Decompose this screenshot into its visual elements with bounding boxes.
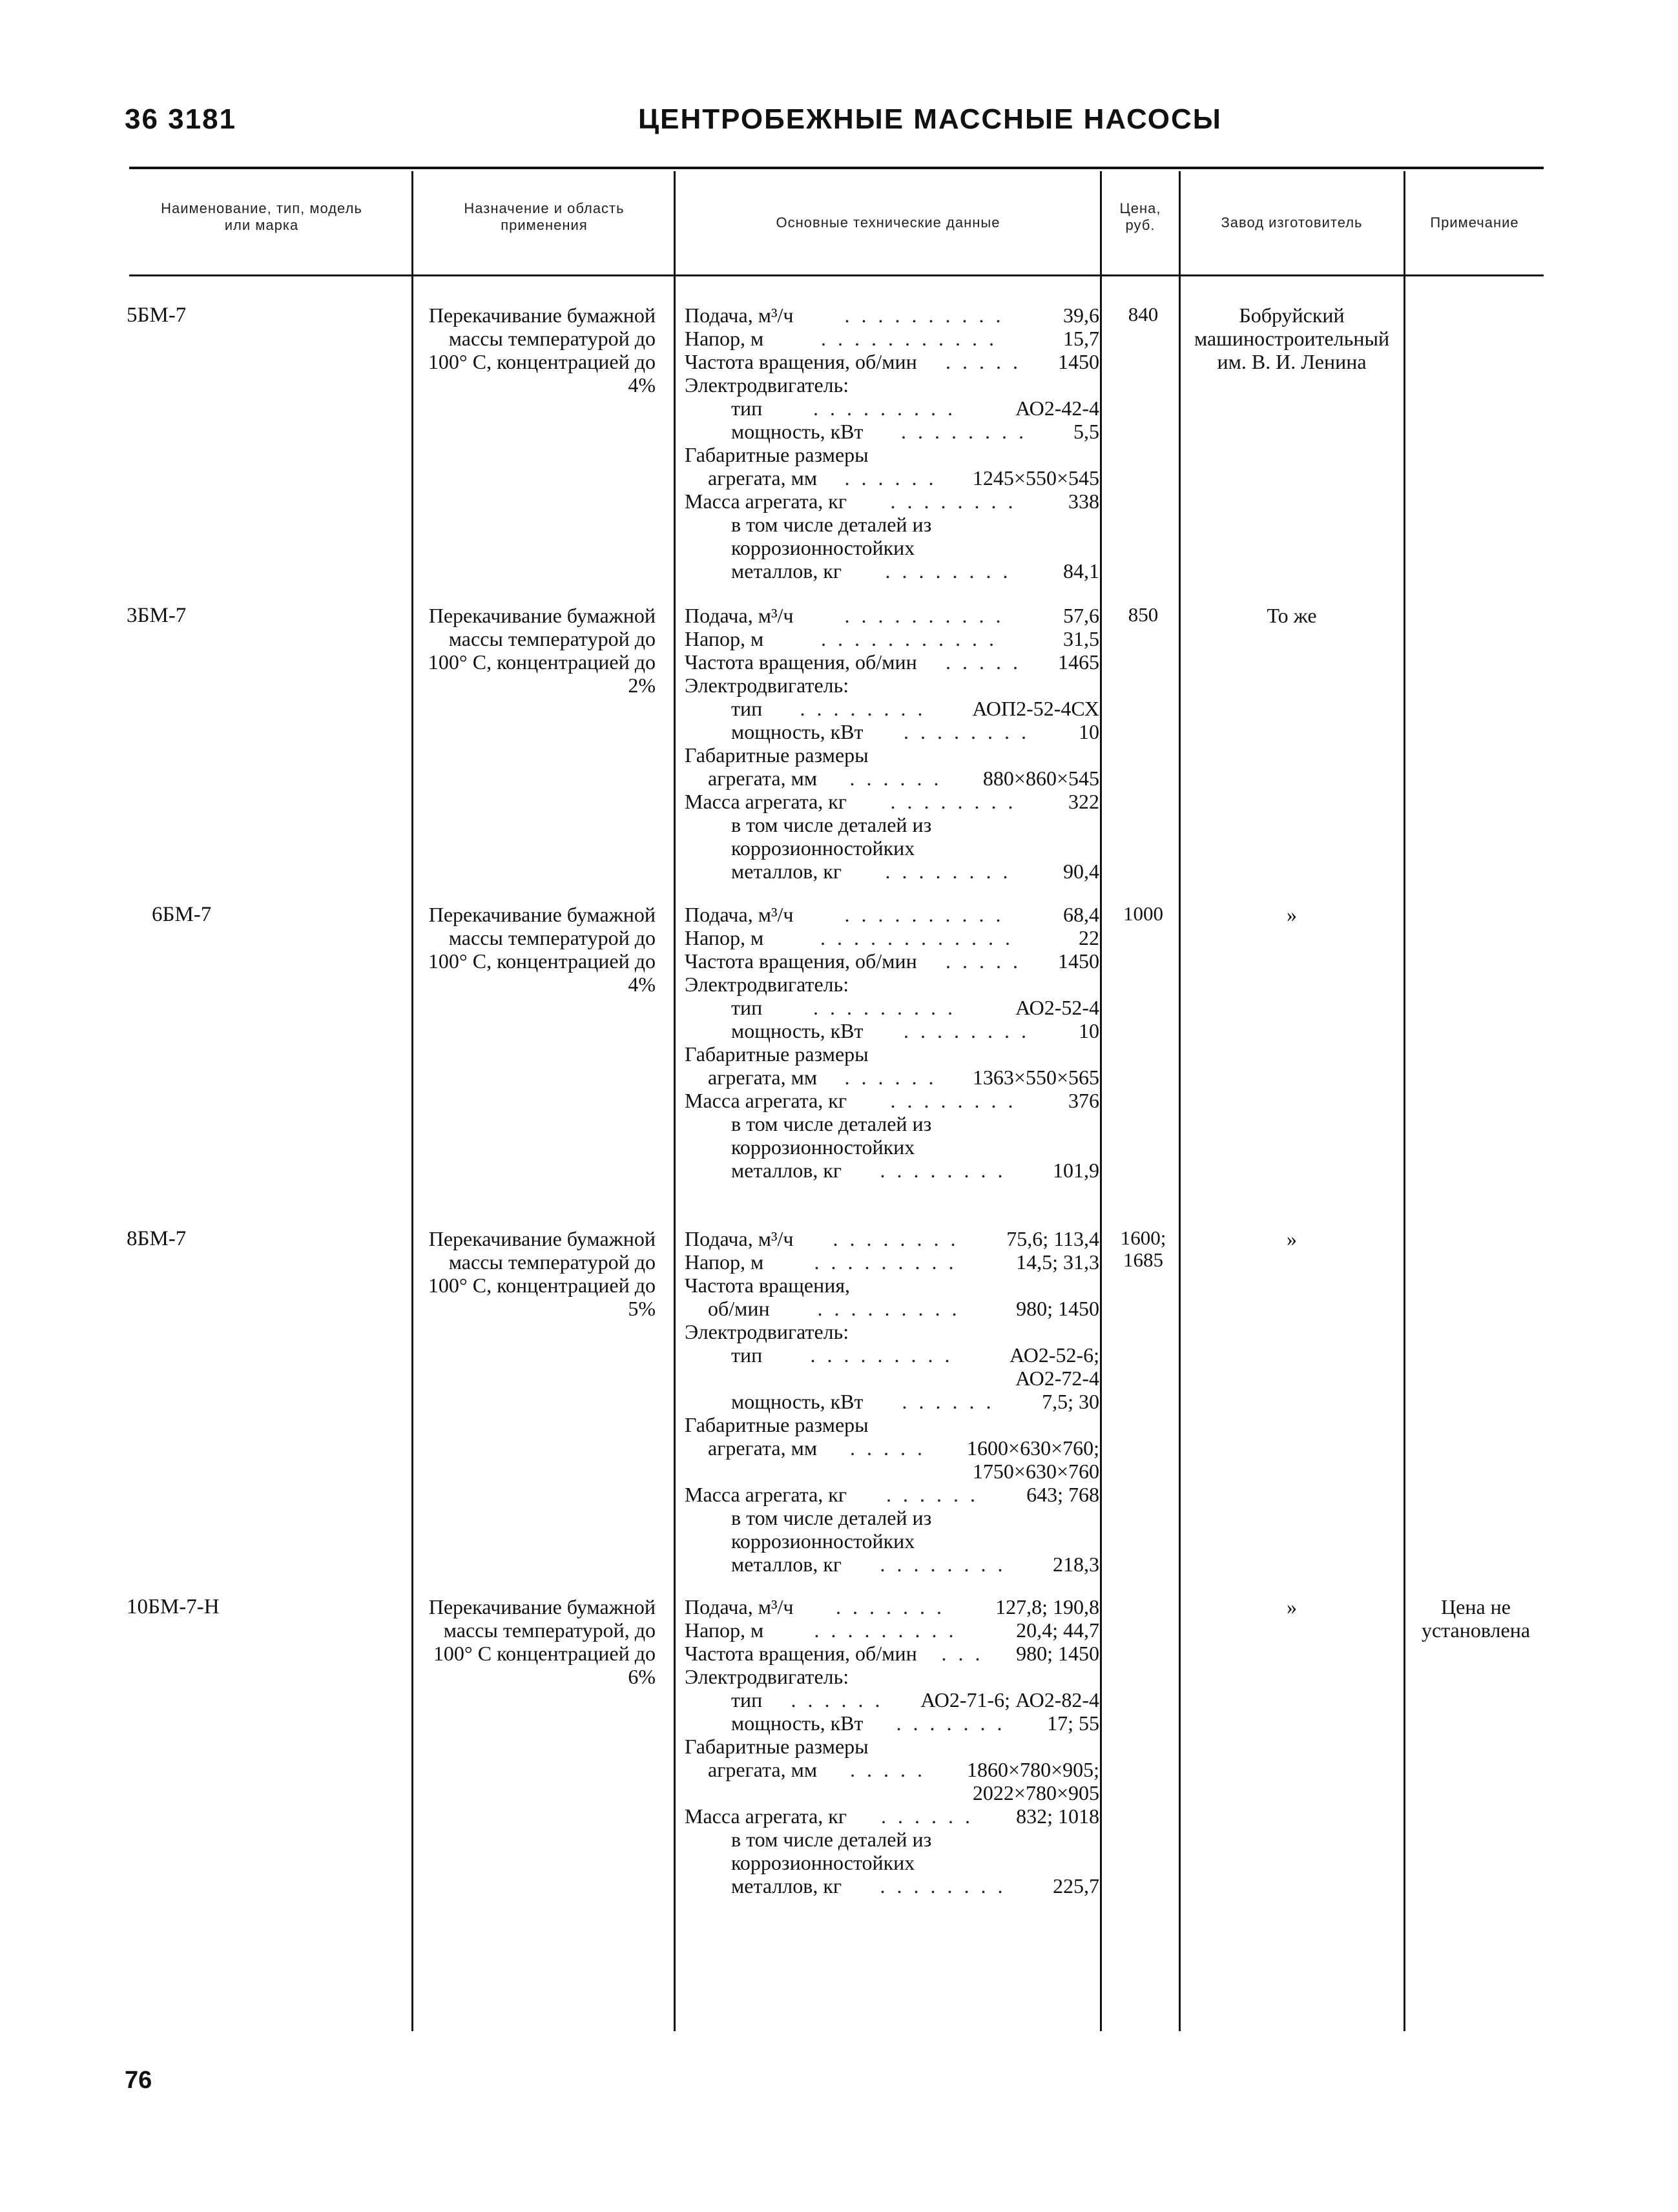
- dot-leader: ......: [902, 1390, 1003, 1413]
- spec-line: [685, 1874, 1099, 1897]
- spec-label: Габаритные размеры: [685, 1042, 869, 1066]
- spec-line: [685, 327, 1099, 350]
- spec-line: [685, 996, 1099, 1019]
- dot-leader: ......: [849, 767, 951, 790]
- spec-line: [685, 1529, 1099, 1553]
- dot-leader: ...: [941, 1642, 992, 1665]
- spec-label: Электродвигатель:: [685, 674, 849, 697]
- dot-leader: .........: [813, 397, 964, 420]
- spec-line: [685, 1297, 1099, 1320]
- spec-list: [685, 1227, 1099, 1576]
- dot-leader: ......: [791, 1688, 892, 1711]
- note-text: Цена не установлена: [1421, 1595, 1531, 1642]
- spec-line: [685, 304, 1099, 327]
- spec-value: 832; 1018: [1016, 1804, 1099, 1828]
- spec-label: в том числе деталей из: [731, 1112, 932, 1135]
- spec-line: [685, 1019, 1099, 1042]
- spec-line: [685, 767, 1099, 790]
- dot-leader: ........: [800, 697, 935, 720]
- column-divider: [1179, 171, 1181, 2031]
- spec-line: [685, 1665, 1099, 1688]
- column-header-price: Цена, руб.: [1119, 200, 1161, 233]
- factory-name: »: [1287, 1595, 1297, 1618]
- spec-value: 225,7: [1053, 1874, 1099, 1897]
- spec-label: в том числе деталей из: [731, 513, 932, 536]
- spec-value: 7,5; 30: [1042, 1390, 1099, 1413]
- spec-label: Электродвигатель:: [685, 373, 849, 397]
- spec-line: [685, 350, 1099, 373]
- spec-label: тип: [731, 397, 763, 420]
- spec-label: Подача, м³/ч: [685, 1227, 794, 1250]
- spec-label: Электродвигатель:: [685, 1665, 849, 1688]
- spec-line: [685, 1250, 1099, 1274]
- factory-name: »: [1287, 1227, 1297, 1250]
- page-title: ЦЕНТРОБЕЖНЫЕ МАССНЫЕ НАСОСЫ: [638, 103, 1222, 135]
- spec-label: Напор, м: [685, 627, 764, 650]
- dot-leader: ........: [880, 1553, 1015, 1576]
- spec-label: Масса агрегата, кг: [685, 1804, 847, 1828]
- spec-line: [685, 1506, 1099, 1529]
- dot-leader: ........: [890, 490, 1025, 513]
- spec-label: Подача, м³/ч: [685, 604, 794, 627]
- dot-leader: .........: [817, 1297, 969, 1320]
- model-name: 6БМ-7: [152, 903, 212, 926]
- spec-value: АО2-52-6;: [1010, 1343, 1099, 1367]
- purpose-text: Перекачивание бумажной массы температурой до 100° С, концентрацией до 2%: [428, 604, 656, 697]
- dot-leader: .........: [813, 996, 964, 1019]
- spec-line: [685, 1483, 1099, 1506]
- dot-leader: .....: [850, 1758, 934, 1781]
- spec-value: 643; 768: [1026, 1483, 1099, 1506]
- dot-leader: ........: [890, 1089, 1025, 1112]
- dot-leader: ........: [885, 860, 1020, 883]
- spec-line: [685, 1553, 1099, 1576]
- spec-value: 75,6; 113,4: [1006, 1227, 1099, 1250]
- spec-value: АО2-42-4: [1015, 397, 1099, 420]
- spec-label: металлов, кг: [731, 1874, 842, 1897]
- purpose-text: Перекачивание бумажной массы температурой до 100° С, концентрацией до 4%: [428, 903, 656, 996]
- spec-line: [685, 1390, 1099, 1413]
- price-value: 840: [1128, 303, 1159, 326]
- spec-line: [685, 490, 1099, 513]
- spec-value: 1600×630×760;: [967, 1436, 1099, 1460]
- spec-label: в том числе деталей из: [731, 1828, 932, 1851]
- spec-line: [685, 1159, 1099, 1182]
- model-name: 10БМ-7-Н: [127, 1595, 220, 1618]
- spec-label: агрегата, мм: [708, 1066, 818, 1089]
- spec-value: 1450: [1058, 350, 1099, 373]
- spec-label: Масса агрегата, кг: [685, 490, 847, 513]
- spec-label: тип: [731, 697, 763, 720]
- spec-value: 31,5: [1063, 627, 1099, 650]
- column-header-purpose: Назначение и область применения: [464, 200, 625, 233]
- spec-value: АО2-52-4: [1015, 996, 1099, 1019]
- spec-line: [685, 1828, 1099, 1851]
- spec-value: 17; 55: [1047, 1711, 1099, 1735]
- dot-leader: ......: [844, 1066, 946, 1089]
- spec-line: [685, 1804, 1099, 1828]
- dot-leader: ........: [904, 1019, 1038, 1042]
- table-header-rule: [129, 274, 1544, 276]
- spec-label: Габаритные размеры: [685, 743, 869, 767]
- spec-value: 5,5: [1073, 420, 1099, 443]
- spec-line: [685, 1343, 1099, 1367]
- column-divider: [1404, 171, 1405, 2031]
- spec-line: [685, 1112, 1099, 1135]
- spec-value: 1363×550×565: [972, 1066, 1099, 1089]
- spec-line: [685, 1436, 1099, 1460]
- spec-value: 880×860×545: [982, 767, 1099, 790]
- spec-line: [685, 697, 1099, 720]
- price-value: 850: [1128, 603, 1159, 626]
- spec-value: 980; 1450: [1016, 1642, 1099, 1665]
- spec-line: [685, 1758, 1099, 1781]
- spec-list: [685, 304, 1099, 583]
- spec-line: [685, 743, 1099, 767]
- spec-value: 10: [1079, 720, 1099, 743]
- dot-leader: ........: [833, 1227, 968, 1250]
- spec-list: [685, 903, 1099, 1182]
- spec-line: [685, 1618, 1099, 1642]
- spec-line: [685, 559, 1099, 583]
- spec-line: [685, 1066, 1099, 1089]
- spec-label: коррозионностойких: [731, 1851, 915, 1874]
- spec-label: Напор, м: [685, 1618, 764, 1642]
- spec-list: [685, 1595, 1099, 1897]
- purpose-text: Перекачивание бумажной массы температурой, до 100° С концентрацией до 6%: [428, 1595, 656, 1688]
- page-number: 76: [125, 2067, 152, 2094]
- price-value: 1000: [1123, 902, 1163, 925]
- column-header-note: Примечание: [1430, 214, 1519, 231]
- spec-label: Габаритные размеры: [685, 443, 869, 466]
- spec-line: [685, 720, 1099, 743]
- spec-label: Электродвигатель:: [685, 1320, 849, 1343]
- dot-leader: .......: [896, 1711, 1014, 1735]
- spec-line: [685, 420, 1099, 443]
- spec-list: [685, 604, 1099, 883]
- spec-label: мощность, кВт: [731, 720, 864, 743]
- spec-label: коррозионностойких: [731, 536, 915, 559]
- spec-label: металлов, кг: [731, 1159, 842, 1182]
- spec-value: 15,7: [1063, 327, 1099, 350]
- spec-value: 22: [1079, 926, 1099, 949]
- spec-line: [685, 790, 1099, 813]
- column-divider: [411, 171, 413, 2031]
- spec-line: [685, 973, 1099, 996]
- spec-line: [685, 1320, 1099, 1343]
- dot-leader: ..........: [844, 604, 1013, 627]
- dot-leader: .........: [814, 1618, 966, 1642]
- spec-label: мощность, кВт: [731, 1711, 864, 1735]
- spec-line: [685, 1642, 1099, 1665]
- spec-line: [685, 513, 1099, 536]
- column-divider: [1100, 171, 1102, 2031]
- spec-label: Напор, м: [685, 926, 764, 949]
- dot-leader: .....: [946, 949, 1030, 973]
- spec-line: [685, 604, 1099, 627]
- spec-line: [685, 903, 1099, 926]
- dot-leader: .......: [836, 1595, 953, 1618]
- price-value: 1600; 1685: [1120, 1226, 1166, 1271]
- spec-line: [685, 1413, 1099, 1436]
- spec-value: 218,3: [1053, 1553, 1099, 1576]
- spec-value: 1750×630×760: [972, 1460, 1099, 1483]
- spec-line: [685, 536, 1099, 559]
- purpose-text: Перекачивание бумажной массы температурой до 100° С, концентрацией до 5%: [428, 1227, 656, 1320]
- spec-line: [685, 674, 1099, 697]
- spec-value: 127,8; 190,8: [995, 1595, 1099, 1618]
- dot-leader: ......: [886, 1483, 987, 1506]
- spec-line: [685, 1227, 1099, 1250]
- dot-leader: .....: [946, 350, 1030, 373]
- spec-line: [685, 1711, 1099, 1735]
- spec-label: Масса агрегата, кг: [685, 790, 847, 813]
- spec-label: металлов, кг: [731, 1553, 842, 1576]
- spec-label: Габаритные размеры: [685, 1735, 869, 1758]
- spec-value: 20,4; 44,7: [1016, 1618, 1099, 1642]
- dot-leader: ........: [901, 420, 1035, 443]
- spec-value: АОП2-52-4СХ: [972, 697, 1099, 720]
- spec-label: Напор, м: [685, 327, 764, 350]
- dot-leader: .........: [814, 1250, 966, 1274]
- factory-name: Бобруйский машиностроительный им. В. И. Ленина: [1194, 304, 1390, 373]
- dot-leader: ......: [881, 1804, 982, 1828]
- spec-label: тип: [731, 996, 763, 1019]
- dot-leader: ..........: [844, 903, 1013, 926]
- spec-label: агрегата, мм: [708, 466, 818, 490]
- spec-label: тип: [731, 1688, 763, 1711]
- spec-label: мощность, кВт: [731, 1019, 864, 1042]
- spec-value: 68,4: [1063, 903, 1099, 926]
- dot-leader: ............: [820, 926, 1022, 949]
- spec-label: агрегата, мм: [708, 767, 818, 790]
- spec-value: 322: [1068, 790, 1099, 813]
- spec-label: Частота вращения, об/мин: [685, 949, 917, 973]
- spec-line: [685, 836, 1099, 860]
- spec-value: 1860×780×905;: [967, 1758, 1099, 1781]
- spec-value: 57,6: [1063, 604, 1099, 627]
- spec-label: Частота вращения, об/мин: [685, 650, 917, 674]
- spec-label: Напор, м: [685, 1250, 764, 1274]
- spec-label: Подача, м³/ч: [685, 903, 794, 926]
- spec-line: [685, 1735, 1099, 1758]
- spec-label: Подача, м³/ч: [685, 1595, 794, 1618]
- spec-line: [685, 813, 1099, 836]
- factory-name: »: [1287, 903, 1297, 926]
- dot-leader: ......: [844, 466, 946, 490]
- spec-value: АО2-71-6; АО2-82-4: [920, 1688, 1099, 1711]
- spec-value: 2022×780×905: [972, 1781, 1099, 1804]
- spec-label: металлов, кг: [731, 860, 842, 883]
- dot-leader: ........: [904, 720, 1038, 743]
- spec-line: [685, 373, 1099, 397]
- spec-value: 10: [1079, 1019, 1099, 1042]
- factory-name: То же: [1267, 604, 1317, 627]
- spec-line: [685, 1688, 1099, 1711]
- spec-line: [685, 397, 1099, 420]
- spec-value: 84,1: [1063, 559, 1099, 583]
- spec-label: мощность, кВт: [731, 420, 864, 443]
- dot-leader: ........: [880, 1159, 1015, 1182]
- spec-label: Масса агрегата, кг: [685, 1089, 847, 1112]
- spec-line: [685, 1367, 1099, 1390]
- dot-leader: .........: [810, 1343, 962, 1367]
- spec-value: 1465: [1058, 650, 1099, 674]
- spec-label: коррозионностойких: [731, 1135, 915, 1159]
- spec-line: [685, 1042, 1099, 1066]
- spec-label: агрегата, мм: [708, 1758, 818, 1781]
- column-divider: [674, 171, 676, 2031]
- spec-line: [685, 466, 1099, 490]
- spec-line: [685, 1595, 1099, 1618]
- spec-value: АО2-72-4: [1015, 1367, 1099, 1390]
- table-top-rule: [129, 167, 1544, 169]
- spec-line: [685, 1274, 1099, 1297]
- model-name: 5БМ-7: [127, 304, 187, 327]
- model-name: 3БМ-7: [127, 604, 187, 627]
- column-header-factory: Завод изготовитель: [1221, 214, 1363, 231]
- spec-label: об/мин: [708, 1297, 770, 1320]
- spec-label: коррозионностойких: [731, 836, 915, 860]
- spec-label: Электродвигатель:: [685, 973, 849, 996]
- spec-value: 101,9: [1053, 1159, 1099, 1182]
- spec-label: Подача, м³/ч: [685, 304, 794, 327]
- dot-leader: .....: [946, 650, 1030, 674]
- column-header-name: Наименование, тип, модель или марка: [161, 200, 362, 233]
- spec-label: мощность, кВт: [731, 1390, 864, 1413]
- spec-line: [685, 1781, 1099, 1804]
- model-name: 8БМ-7: [127, 1227, 187, 1250]
- spec-value: 338: [1068, 490, 1099, 513]
- spec-value: 1450: [1058, 949, 1099, 973]
- spec-label: коррозионностойких: [731, 1529, 915, 1553]
- spec-line: [685, 443, 1099, 466]
- spec-line: [685, 949, 1099, 973]
- column-header-specs: Основные технические данные: [776, 214, 1000, 231]
- spec-line: [685, 650, 1099, 674]
- purpose-text: Перекачивание бумажной массы температурой до 100° С, концентрацией до 4%: [428, 304, 656, 397]
- spec-label: Габаритные размеры: [685, 1413, 869, 1436]
- spec-label: тип: [731, 1343, 763, 1367]
- spec-value: 376: [1068, 1089, 1099, 1112]
- spec-label: металлов, кг: [731, 559, 842, 583]
- dot-leader: ........: [880, 1874, 1015, 1897]
- spec-value: 14,5; 31,3: [1016, 1250, 1099, 1274]
- spec-label: Частота вращения, об/мин: [685, 350, 917, 373]
- spec-line: [685, 860, 1099, 883]
- spec-label: Частота вращения, об/мин: [685, 1642, 917, 1665]
- spec-label: Масса агрегата, кг: [685, 1483, 847, 1506]
- spec-line: [685, 1851, 1099, 1874]
- spec-line: [685, 926, 1099, 949]
- dot-leader: ........: [890, 790, 1025, 813]
- spec-line: [685, 1089, 1099, 1112]
- dot-leader: ...........: [821, 327, 1006, 350]
- dot-leader: .....: [850, 1436, 934, 1460]
- spec-line: [685, 1135, 1099, 1159]
- spec-value: 90,4: [1063, 860, 1099, 883]
- spec-line: [685, 1460, 1099, 1483]
- spec-value: 39,6: [1063, 304, 1099, 327]
- dot-leader: ..........: [844, 304, 1013, 327]
- spec-label: Частота вращения,: [685, 1274, 851, 1297]
- spec-value: 980; 1450: [1016, 1297, 1099, 1320]
- spec-label: агрегата, мм: [708, 1436, 818, 1460]
- spec-line: [685, 627, 1099, 650]
- spec-label: в том числе деталей из: [731, 1506, 932, 1529]
- catalog-code: 36 3181: [125, 103, 237, 135]
- spec-value: 1245×550×545: [972, 466, 1099, 490]
- dot-leader: ........: [885, 559, 1020, 583]
- dot-leader: ...........: [821, 627, 1006, 650]
- spec-label: в том числе деталей из: [731, 813, 932, 836]
